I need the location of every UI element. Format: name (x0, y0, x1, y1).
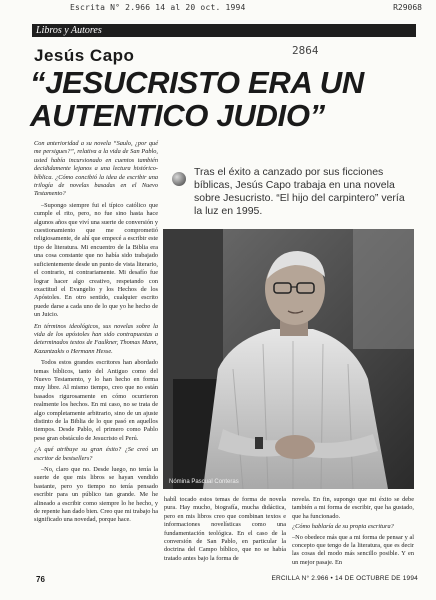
author-photo (163, 229, 414, 489)
author-name: Jesús Capo (34, 46, 135, 65)
section-header-bar (32, 24, 416, 37)
author-photo-illustration (163, 229, 414, 489)
interview-question: En términos ideológicos, sus novelas sobre la vida de los apóstoles han sido contrapuestas a determinados textos de Faulkner, Thomas Mann, Kazantzakis o Hermann Hesse. (34, 322, 158, 355)
interview-question: ¿A qué atribuye su gran éxito? ¿Se creó un escritor de bestsellers? (34, 446, 158, 462)
lede-text: Tras el éxito a canzado por sus ficciones bíblicas, Jesús Capo trabaja en una novela sobre Jesucristo. “El hijo del carpintero” vería la luz en 1995. (194, 166, 405, 217)
headline-line-1: “JESUCRISTO ERA UN (30, 65, 364, 100)
bottom-column-2 (292, 496, 414, 569)
body-text: novela. En fin, supongo que mi éxito se debe también a mi forma de escribir, que ha gustado, que ha funcionado. (292, 496, 414, 520)
body-text: –No obedece más que a mi forma de pensar y al concepto que tengo de la literatura, que es decir las cosas del modo más sencillo posible. Y en un mejor pasaje. En (292, 533, 414, 566)
interview-answer: –No, claro que no. Desde luego, no tenía la suerte de que mis libros se hayan vendido bastante, pero yo tiempo no tenía pensado escribir para un público tan grande. Me he alineado a escribir como siempre lo he hecho, y de repente han dado bien. Creo que mi trabajo ha significado una novedad, porque hace. (34, 466, 158, 524)
issue-footer: ERCILLA N° 2.966 • 14 DE OCTUBRE DE 1994 (271, 575, 418, 582)
clip-id-annotation: 2864 (292, 44, 319, 57)
headline (30, 66, 425, 132)
bullet-icon (172, 172, 186, 186)
section-title: Libros y Autores (36, 25, 102, 36)
photo-credit: Nómina Pascual Conteras (169, 479, 239, 485)
interview-answer: Todos estos grandes escritores han abordado temas bíblicos, tanto del Antiguo como del Nuevo Testamento, y lo han hecho en forma muy libre. Al mismo tiempo, creo que no están basados rigurosamente en cómo ocurrieron realmente los hechos. En mi caso, no se trata de algo completamente arbitrario, sino de un ajuste distinto de la Biblia de lo que pasó en aquellos tiempos. Desde Pablo, el primero como Pablo pese gran obstáculo de Jesucristo el Perú. (34, 359, 158, 442)
page-number: 76 (36, 575, 45, 584)
interview-question: ¿Cómo hablaría de su propia escritura? (292, 523, 394, 531)
interview-question: Con anterioridad a su novela “Saulo, ¿por qué me persigues?”, relativa a la vida de San Pablo, usted había incursionado en cuentos también decididamente lejanos a una lectura histórico-bíblica. ¿Cómo concibió la idea de escribir una trilogía de novelas basadas en el Nuevo Testamento? (34, 140, 158, 198)
body-text: habíl tocado estos temas de forma de novela pura. Hay mucho, biografía, mucha didáctica, pero en mis libros creo que combinan textos e informaciones novelísticas como una fundamentación teológica. En el caso de la conversión de San Pablo, en particular la doctrina del Campo bíblico, que no se había tratado antes bajo la forma de (164, 496, 286, 562)
headline-line-2: AUTENTICO JUDIO” (30, 98, 325, 133)
left-column (34, 140, 158, 528)
stamp-annotation: R29068 (393, 3, 422, 12)
interview-answer: –Supongo siempre fui el típico católico que cumple el rito, pero, no fue sino hasta hace algunos años que viví una suerte de conversión y cuestionamiento que me comprometió religiosamente, de ahí que empecé a escribir este tipo de literatura. Mi encuentro de la Biblia era una cosa constante que no había sido trabajado suficientemente desde un punto de vista literario, el contrario, ni contrariamente. Mi desafío fue lograr hacer algo creativo, respetando con exactitud el Evangelio y los Hechos de los Apóstoles. En otro sentido, cualquier escrito puede darse a cada uno de lo que yo he hecho de un Juicio. (34, 201, 158, 319)
handwritten-annotation: Escrita N° 2.966 14 al 20 oct. 1994 (70, 3, 246, 12)
bottom-column-1 (164, 496, 286, 565)
